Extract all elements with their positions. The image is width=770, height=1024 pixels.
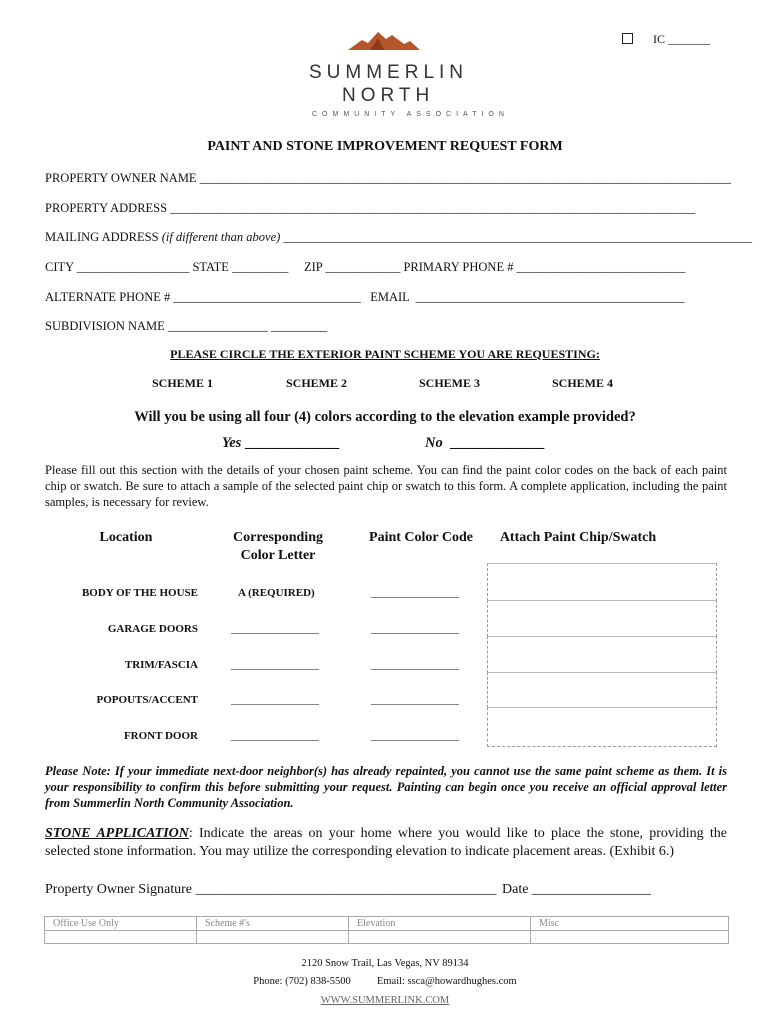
yes-blank: _____________ — [241, 435, 340, 451]
row-code-field[interactable]: ________________ — [371, 659, 459, 671]
ic-checkbox[interactable] — [622, 33, 633, 44]
row-location: POPOUTS/ACCENT — [96, 694, 198, 706]
mailing-address-label: MAILING ADDRESS — [45, 230, 162, 244]
website-link[interactable]: WWW.SUMMERLINK.COM — [320, 995, 450, 1006]
no-label: No — [425, 435, 443, 451]
header-location: Location — [99, 530, 153, 545]
row-location: TRIM/FASCIA — [124, 659, 198, 671]
row-letter-field[interactable]: ________________ — [231, 694, 319, 706]
swatch-box[interactable] — [487, 600, 717, 637]
row-letter-field[interactable]: ________________ — [231, 730, 319, 742]
header-paint-color-code: Paint Color Code — [369, 530, 473, 545]
colors-question: Will you be using all four (4) colors according to the elevation example provided? — [134, 409, 636, 425]
mailing-address-blank: ___________________________________________________________________________ — [280, 230, 753, 244]
ic-label: IC _______ — [653, 32, 710, 46]
row-code-field[interactable]: ________________ — [371, 730, 459, 742]
header-corresponding-line1: Corresponding — [233, 530, 323, 545]
no-field[interactable] — [425, 435, 544, 452]
form-title: PAINT AND STONE IMPROVEMENT REQUEST FORM — [207, 139, 563, 154]
row-location: GARAGE DOORS — [107, 623, 198, 635]
date-field[interactable]: Date _________________ — [502, 882, 651, 897]
footer-contact — [0, 976, 770, 987]
swatch-box[interactable] — [487, 636, 717, 673]
property-address-field[interactable]: PROPERTY ADDRESS ____________________________________________________________________________________ — [45, 201, 696, 215]
row-code-field[interactable]: ________________ — [371, 694, 459, 706]
footer-phone: Phone: (702) 838-5500 — [253, 976, 351, 987]
office-col-misc: Misc — [539, 918, 559, 929]
office-cell[interactable] — [349, 930, 531, 943]
swatch-box[interactable] — [487, 672, 717, 708]
office-use-table — [44, 916, 729, 944]
row-code-field[interactable]: ________________ — [371, 587, 459, 599]
logo-summerlin: SUMMERLIN — [309, 62, 469, 83]
mailing-address-field[interactable] — [45, 230, 752, 245]
scheme-option-1[interactable]: SCHEME 1 — [152, 376, 214, 390]
scheme-option-4[interactable]: SCHEME 4 — [552, 376, 614, 390]
scheme-option-2[interactable]: SCHEME 2 — [286, 376, 348, 390]
row-code-field[interactable]: ________________ — [371, 623, 459, 635]
yes-label: Yes — [222, 435, 242, 451]
row-location: FRONT DOOR — [123, 730, 198, 742]
scheme-instruction: PLEASE CIRCLE THE EXTERIOR PAINT SCHEME YOU ARE REQUESTING: — [170, 347, 600, 361]
logo-north: NORTH — [342, 85, 435, 106]
stone-application-text: : Indicate the areas on your home where you would like to place the stone, providing the selected stone information. You may utilize the corresponding elevation to indicate placement areas. (Exhibit 6.) — [45, 826, 727, 859]
row-letter-field[interactable]: ________________ — [231, 659, 319, 671]
owner-signature-field[interactable]: Property Owner Signature ___________________________________________ — [45, 882, 497, 897]
subdivision-name-field[interactable]: SUBDIVISION NAME ________________ _________ — [45, 319, 328, 333]
office-col-elevation: Elevation — [349, 917, 531, 930]
header-attach-swatch: Attach Paint Chip/Swatch — [499, 530, 657, 545]
alternate-phone-email-field[interactable]: ALTERNATE PHONE # ______________________________ EMAIL ___________________________________________ — [45, 290, 685, 304]
row-letter: A (REQUIRED) — [238, 587, 315, 599]
stone-application-label: STONE APPLICATION — [45, 826, 189, 841]
swatch-box[interactable] — [487, 707, 717, 747]
scheme-option-3[interactable]: SCHEME 3 — [419, 376, 481, 390]
mountain-logo-icon — [348, 30, 420, 52]
neighbor-note: Please Note: If your immediate next-door neighbor(s) has already repainted, you cannot use the same paint scheme as them. It is your responsibility to confirm this before submitting your request. Painting can begin once you receive an official approval letter from Summerlin North Community Association. — [45, 764, 727, 810]
office-cell[interactable] — [197, 930, 349, 943]
header-corresponding-line2: Color Letter — [240, 548, 316, 563]
office-col-office-use: Office Use Only — [45, 917, 197, 930]
mailing-address-hint: (if different than above) — [161, 230, 281, 244]
no-blank: _____________ — [442, 435, 545, 451]
header-corresponding-letter — [212, 529, 344, 565]
office-col-scheme: Scheme #'s — [197, 917, 349, 930]
row-letter-field[interactable]: ________________ — [231, 623, 319, 635]
office-cell[interactable] — [45, 930, 197, 943]
logo-community-association: COMMUNITY ASSOCIATION — [312, 111, 509, 118]
instructions-paragraph: Please fill out this section with the details of your chosen paint scheme. You can find the paint color codes on the back of each paint chip or swatch. Be sure to attach a sample of the selected paint chip or swatch to this form. A complete application, including the paint samples, is necessary for review. — [45, 463, 727, 509]
footer-website — [0, 995, 770, 1006]
footer-email: Email: ssca@howardhughes.com — [376, 976, 517, 987]
property-owner-name-field[interactable]: PROPERTY OWNER NAME _____________________________________________________________________________________ — [45, 171, 731, 185]
yes-field[interactable] — [222, 435, 339, 452]
swatch-box[interactable] — [487, 563, 717, 601]
row-location: BODY OF THE HOUSE — [81, 587, 198, 599]
ic-checkbox-field[interactable] — [622, 32, 710, 47]
city-state-zip-phone-field[interactable]: CITY __________________ STATE _________ ZIP ____________ PRIMARY PHONE # ___________________________ — [45, 260, 686, 274]
stone-application-paragraph — [45, 825, 727, 861]
footer-address: 2120 Snow Trail, Las Vegas, NV 89134 — [301, 958, 469, 969]
